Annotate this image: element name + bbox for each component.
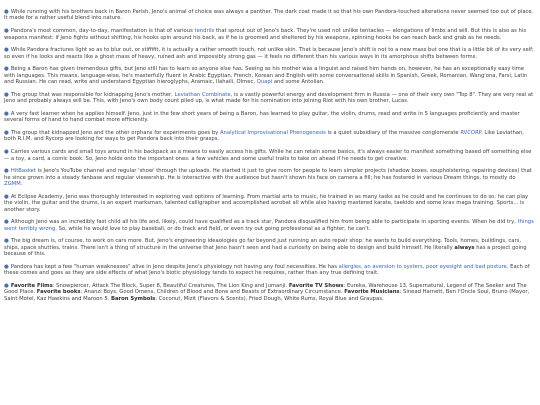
item-text: . [20, 181, 23, 188]
inline-link[interactable]: RVCORP [460, 130, 482, 137]
bullet-icon: ● [4, 238, 9, 245]
item-text: At Eclipse Academy, Jeno was thoroughly interested in exploring vast options of learning. From martial arts to music, he trained in as many tasks as he could and he continues to do so: he can play the violin, the guitar and the drums, is an expert marksman, talented calligrapher and accomplished acrobat all while also having mastered karate, taekido and some krav maga training. Sports... is another story. [4, 193, 529, 213]
bullet-icon: ● [4, 91, 9, 98]
bullet-icon: ● [4, 219, 9, 226]
inline-link[interactable]: Analytical Improvisational Phenogenesis [219, 130, 326, 137]
item-text: The big dream is, of course, to work on cars more. But, Jeno's engineering ideaologies go far beyond just running an auto repair shop: he wants to build everything. Tools, homes, buildings, cars, ships, space shuttles, trains. There isn't a thing of structure in the universe that Jeno hasn't seen and had a curiosity on being able to design and build himself. He literally [4, 238, 522, 251]
item-text: The group that was responsible for kidnapping Jeno's mother, [10, 91, 175, 98]
list-item [4, 111, 535, 124]
bullet-icon: ● [4, 168, 9, 175]
list-item [4, 28, 535, 41]
list-item [4, 168, 535, 187]
list-item [4, 283, 535, 302]
item-text: Being a Baron has given tremendous gifts, but Jeno still has to learn so anyone else has. Seeing as his mother was a linguist and raised him hands on, however, he has an exceptionally easy time with languages. This means, language-wise, he's masterfully fluent in Arabic Egyptian, French, Korean and English with some conversational skills in Spanish, Greek, Romanian, Wang'ona, Farsi, Latin and Russian. He can read, write and understand Egyptian hieroglyphs, Aramaic, Ilahaili, Olmec, [4, 66, 528, 86]
bullet-icon: ● [4, 9, 9, 15]
inline-link[interactable]: Quapi [256, 79, 273, 86]
bullet-icon: ● [4, 283, 9, 290]
inline-link[interactable]: things went terribly wrong [4, 219, 534, 232]
item-text: , is a vastly powerful energy and development firm in Russia — one of their very own "Top 8". They are very real at Jeno and probably always will be. This, with Jeno's own body count piled up, is what made for his nomination into joining Riot with his own brother, Lucas. [4, 91, 534, 105]
item-text: is Jeno's YouTube channel and regular 'show' through the uploads. He started it just to give room for people to learn simpler projects (shadow boxes, soupholstering, repairing devices) that he since grown into a steady fanbase and regular viewership. He is interactive with the audience but hasn't shown his face on camera a fill; he has fostered in various Dream things, to mostly do [4, 168, 532, 181]
item-text: : Ananzi Boys, Good Omens, Children of Blood and Bone and Beasts of Extraordinary Circumstance. [80, 289, 345, 296]
inline-link[interactable]: allergies, an aversion to oysters, poor eyesight and bad posture [338, 263, 507, 270]
item-text: : Sinead Harnett, Ben l'Oncle Soul, Bruno (Mayor, Saint Motel, Kaz Hawkins and Maroon 5. [4, 289, 530, 302]
inline-link[interactable]: ZGMM [4, 181, 21, 188]
bold-label: Favorite Musicians [344, 289, 400, 296]
inline-link[interactable]: HitBasket [10, 168, 36, 175]
inline-link[interactable]: Leviathan Combinate [174, 91, 231, 98]
bold-label: Favorite Films [10, 283, 53, 290]
bullet-icon: ● [4, 149, 9, 156]
list-item [4, 264, 535, 277]
item-text: and some Antolian. [272, 79, 325, 86]
bullet-icon: ● [4, 28, 9, 35]
list-item [4, 149, 535, 162]
item-text: . Like Leviathan, both R.I.M. and Rycorp are looking for ways to get Pandora back into their grasps. [4, 130, 524, 143]
item-text: While Pandora fractures light so as to blur out, or stiffifit, it is actually a rather smooth touch, not unlike skin. That is because Jeno's shift is not to a new mass but one that is a little bit of its very self; so even if he looks and reacts like a ghost mass of heavy, ruined ash and impossibly strong gas — it feels no different than his various ways in its amorphous shifts between forms. [4, 47, 534, 60]
bullet-icon: ● [4, 47, 9, 54]
item-text: Pandora's most common, day-to-day, manifestation is that of various [10, 28, 195, 35]
bold-label: Baron Symbols [111, 295, 156, 302]
bullet-icon: ● [4, 130, 9, 137]
list-item [4, 219, 535, 232]
bullet-icon: ● [4, 193, 9, 200]
list-item [4, 92, 535, 105]
item-text: : Snowpiercer, Attack The Block, Super 8, Beautiful Creatures, The Lion King and Jumanji. [52, 283, 289, 290]
bullet-icon: ● [4, 263, 9, 270]
bold-label: Favorite TV Shows [288, 283, 344, 290]
item-text: While running with his brothers back in Baron Parish, Jeno's animal of choice was always a panther. The dark coat made it so that his own Pandora-touched alterations never seemed too out of place. It made for a rather useful blend into nature. [4, 9, 534, 22]
list-item [4, 66, 535, 85]
item-text: that sprout out of Jeno's back. They're used not unlike tentacles — elongations of limbs and will. But this is also as his weapons manifest: if Jeno fights without shifting, his hooks spin around his back, as if he is groomed and sheltered by his weapons, spinning hooks he can reach back and grab as he needs. [4, 28, 527, 41]
inline-link[interactable]: tendrils [194, 28, 215, 35]
bullet-icon: ● [4, 66, 9, 73]
bullet-icon: ● [4, 110, 9, 117]
item-text: . Each of these comes and goes as they are side effects of what Jeno's biotic physiology tends to expect he requires, rather than any true defining trait. [4, 263, 530, 277]
list-item [4, 130, 535, 143]
bold-label: always [454, 244, 475, 251]
item-text: Pandora has kept a few "human weaknesses" alive in Jeno despite Jeno's physiology not having any foul necessities. He has [10, 263, 339, 270]
list-item [4, 9, 535, 22]
list-item [4, 47, 535, 60]
item-text: Although Jeno was an incredibly fast child all his life and, likely, could have qualified as a track star, Pandora disqualified him from being able to participate in sporting events. When he did try, [10, 219, 518, 226]
item-text: : Eureka, Warehouse 13, Supernatural, Legend of The Seeker and The Good Place. [4, 283, 527, 296]
item-text: . So, while he would love to play baseball, or do track and field, or even try out going professional as a fighter, he can't. [55, 225, 371, 232]
item-text: is a quiet subsidiary of the massive conglomerate [325, 130, 461, 137]
bold-label: Favorite books [36, 289, 81, 296]
item-text: : Coconut, Mizit (Flavors & Scents), Fried Dough, White Rums, Royal Blue and Graupas. [155, 295, 384, 302]
item-text: The group that kidnapped Jeno and the other orphans for experiments goes by [10, 130, 220, 137]
item-text: has a project going because of this. [4, 244, 527, 258]
item-text: Carries various cards and small toys around in his backpack as a means to easily access his gifts. While he can retain some basics, it's always easier to manifest something based off something else — a toy, a card, a comic book. So, Jeno holds onto the important ones: a few vehicles and some useful traits to take on ahead if he needs to get creative. [4, 149, 532, 162]
list-item [4, 194, 535, 213]
item-text: A very fast learner when he applies himself. Jeno, just in the few short years of being a Baron, has learned to play guitar, the violin, drums, read and write in 5 languages proficiently and master several forms of hand to hand combat more efficiently. [4, 110, 520, 124]
list-item [4, 238, 535, 257]
